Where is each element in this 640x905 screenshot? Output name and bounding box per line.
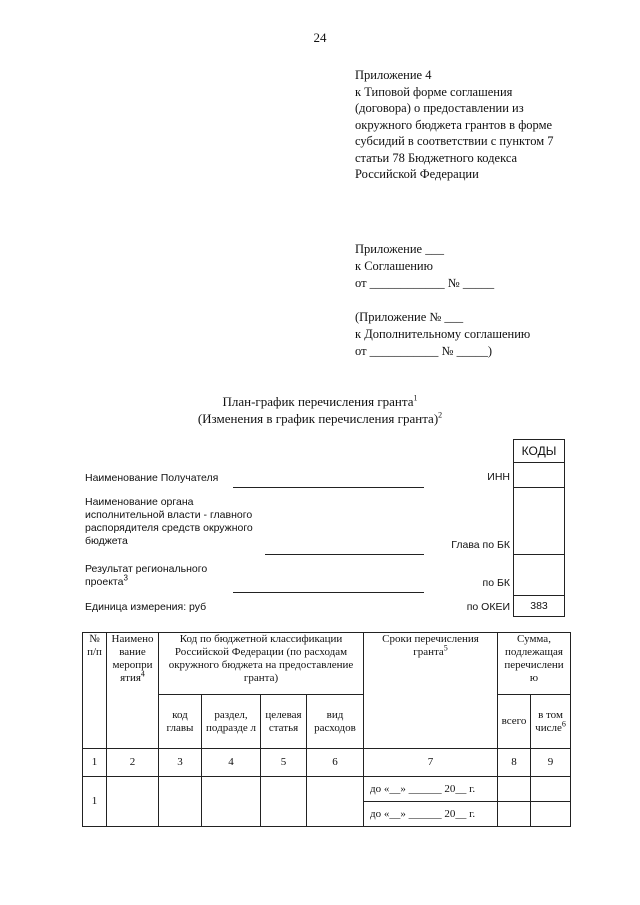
inn-label: ИНН (487, 471, 510, 483)
result-label-line: проекта (85, 576, 124, 588)
codes-header: КОДЫ (514, 440, 565, 463)
activity-name-cell[interactable] (107, 777, 159, 827)
chapter-bk-code-cell[interactable] (514, 488, 565, 555)
row-number-cell: 1 (83, 777, 107, 827)
supplementary-ref-line: к Дополнительному соглашению (355, 327, 531, 341)
column-number-cell: 3 (159, 749, 202, 777)
chapter-bk-label: Глава по БК (451, 539, 510, 551)
column-number-cell: 5 (261, 749, 307, 777)
page-number: 24 (313, 30, 327, 45)
agreement-ref-line: Приложение ___ (355, 242, 444, 256)
sub-type-header: вид расходов (307, 695, 364, 749)
recipient-label: Наименование Получателя (85, 472, 219, 484)
col-sum-header: Сумма, подлежащая перечислени ю (498, 633, 571, 695)
footnote-mark: 6 (561, 718, 566, 728)
supplementary-reference (355, 309, 530, 360)
column-number-cell: 9 (531, 749, 571, 777)
column-number-cell: 2 (107, 749, 159, 777)
col-name-header (107, 633, 159, 749)
appendix-line: Российской Федерации (355, 167, 479, 181)
agreement-reference (355, 241, 494, 292)
footnote-mark: 3 (123, 573, 128, 583)
authority-field[interactable] (265, 554, 424, 555)
including-cell[interactable] (531, 777, 571, 802)
title-text: План-график перечисления гранта (222, 394, 414, 409)
sub-total-header: всего (498, 695, 531, 749)
authority-label-line: распорядителя средств окружного (85, 522, 253, 534)
appendix-line: Приложение 4 (355, 68, 432, 82)
column-number-cell: 8 (498, 749, 531, 777)
sub-chapter-code-header: код главы (159, 695, 202, 749)
total-cell[interactable] (498, 802, 531, 827)
document-subtitle (0, 410, 640, 427)
col-code-header: Код по бюджетной классификации Российской Федерации (по расходам окружного бюджета на предоставление гранта) (159, 633, 364, 695)
column-number-cell: 6 (307, 749, 364, 777)
recipient-field[interactable] (233, 487, 424, 488)
okei-label: по ОКЕИ (466, 601, 510, 613)
col-name-header-text: Наимено вание меропри ятия (111, 633, 154, 684)
col-terms-header-text: Сроки перечисления гранта (382, 633, 479, 658)
chapter-code-cell[interactable] (159, 777, 202, 827)
col-number-header: № п/п (83, 633, 107, 749)
article-cell[interactable] (261, 777, 307, 827)
bk-code-cell[interactable] (514, 555, 565, 596)
supplementary-ref-line: от ___________ № _____) (355, 344, 493, 358)
section-cell[interactable] (202, 777, 261, 827)
appendix-line: окружного бюджета грантов в форме (355, 117, 553, 132)
sub-article-header: целевая статья (261, 695, 307, 749)
subtitle-text: (Изменения в график перечисления гранта) (197, 411, 439, 426)
supplementary-ref-line: (Приложение № ___ (355, 310, 464, 324)
bk-label: по БК (482, 577, 510, 589)
footnote-mark: 4 (140, 669, 145, 679)
expense-type-cell[interactable] (307, 777, 364, 827)
authority-label-line: Наименование органа (85, 496, 194, 508)
appendix-line: статьи 78 Бюджетного кодекса (355, 150, 518, 165)
total-cell[interactable] (498, 777, 531, 802)
authority-label-line: бюджета (85, 535, 128, 547)
term-cell[interactable]: до «__» ______ 20__ г. (364, 802, 498, 827)
result-label (85, 563, 207, 589)
result-field[interactable] (233, 592, 424, 593)
footnote-mark: 2 (438, 410, 443, 420)
document-title (0, 393, 640, 410)
result-label-line: Результат регионального (85, 563, 208, 575)
sub-including-text: в том числе (535, 708, 563, 734)
agreement-ref-line: к Соглашению (355, 259, 433, 273)
okei-code-cell[interactable]: 383 (514, 596, 565, 617)
codes-table (513, 439, 565, 617)
appendix-block (355, 67, 605, 183)
appendix-line: к Типовой форме соглашения (355, 84, 513, 99)
sub-section-header: раздел, подразде л (202, 695, 261, 749)
unit-label: Единица измерения: руб (85, 601, 207, 613)
agreement-ref-line: от ____________ № _____ (355, 276, 495, 290)
grant-schedule-table (82, 632, 571, 827)
authority-label-line: исполнительной власти - главного (85, 509, 253, 521)
inn-code-cell[interactable] (514, 463, 565, 488)
appendix-line: субсидий в соответствии с пунктом 7 (355, 134, 554, 148)
appendix-line: (договора) о предоставлении из (355, 101, 524, 115)
column-number-cell: 7 (364, 749, 498, 777)
column-number-cell: 1 (83, 749, 107, 777)
authority-label (85, 496, 285, 548)
including-cell[interactable] (531, 802, 571, 827)
sub-including-header (531, 695, 571, 749)
footnote-mark: 5 (443, 643, 448, 653)
footnote-mark: 1 (413, 393, 418, 403)
col-terms-header (364, 633, 498, 749)
term-cell[interactable]: до «__» ______ 20__ г. (364, 777, 498, 802)
column-number-cell: 4 (202, 749, 261, 777)
